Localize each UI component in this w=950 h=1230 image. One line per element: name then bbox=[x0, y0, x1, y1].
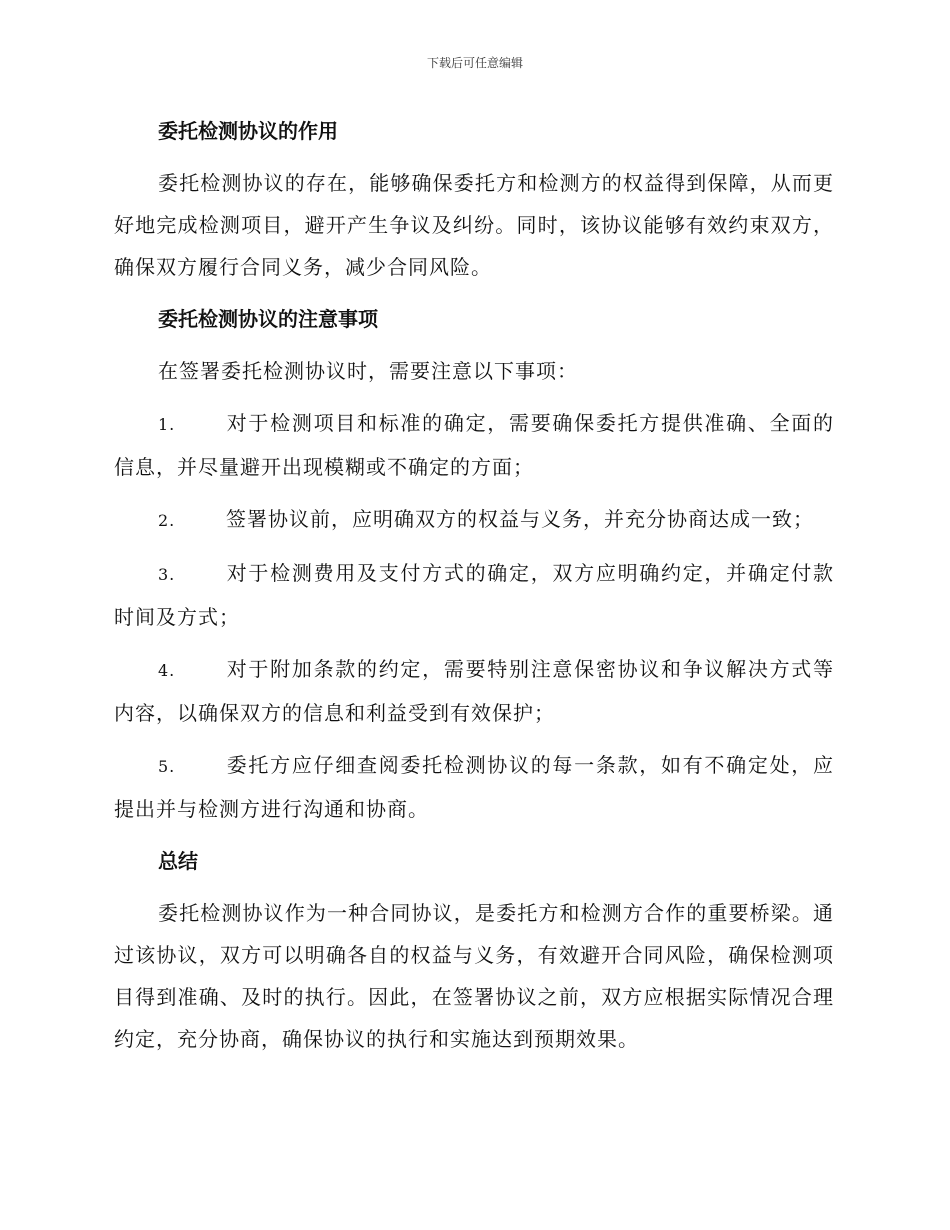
list-item-number: 2. bbox=[158, 511, 176, 530]
list-item-text: 签署协议前，应明确双方的权益与义务，并充分协商达成一致； bbox=[226, 507, 814, 531]
section-paragraph-purpose: 委托检测协议的存在，能够确保委托方和检测方的权益得到保障，从而更好地完成检测项目，避开产生争议及纠纷。同时，该协议能够有效约束双方，确保双方履行合同义务，减少合同风险。 bbox=[114, 171, 834, 279]
document-body bbox=[114, 110, 834, 1070]
section-heading-notes: 委托检测协议的注意事项 bbox=[158, 307, 378, 331]
header-note: 下载后可任意编辑 bbox=[426, 56, 523, 70]
list-item-number: 1. bbox=[158, 415, 176, 434]
list-item-number: 3. bbox=[158, 565, 176, 584]
list-item bbox=[114, 552, 834, 638]
section-heading-summary: 总结 bbox=[158, 849, 198, 873]
list-item-text: 委托方应仔细查阅委托检测协议的每一条款，如有不确定处，应提出并与检测方进行沟通和协商。 bbox=[114, 753, 834, 821]
list-item-number: 4. bbox=[158, 661, 176, 680]
section-paragraph-notes: 在签署委托检测协议时，需要注意以下事项： bbox=[158, 359, 578, 383]
list-item bbox=[114, 402, 834, 488]
list-item-text: 对于检测费用及支付方式的确定，双方应明确约定，并确定付款时间及方式； bbox=[114, 561, 834, 629]
section-heading-purpose: 委托检测协议的作用 bbox=[158, 119, 338, 143]
list-item bbox=[114, 648, 834, 734]
list-item bbox=[114, 744, 834, 830]
list-item bbox=[114, 498, 834, 542]
list-item-number: 5. bbox=[158, 757, 176, 776]
list-item-text: 对于附加条款的约定，需要特别注意保密协议和争议解决方式等内容，以确保双方的信息和利益受到有效保护； bbox=[114, 657, 834, 725]
section-paragraph-summary: 委托检测协议作为一种合同协议，是委托方和检测方合作的重要桥梁。通过该协议，双方可以明确各自的权益与义务，有效避开合同风险，确保检测项目得到准确、及时的执行。因此，在签署协议之前，双方应根据实际情况合理约定，充分协商，确保协议的执行和实施达到预期效果。 bbox=[114, 901, 834, 1051]
list-item-text: 对于检测项目和标准的确定，需要确保委托方提供准确、全面的信息，并尽量避开出现模糊或不确定的方面； bbox=[114, 411, 834, 479]
